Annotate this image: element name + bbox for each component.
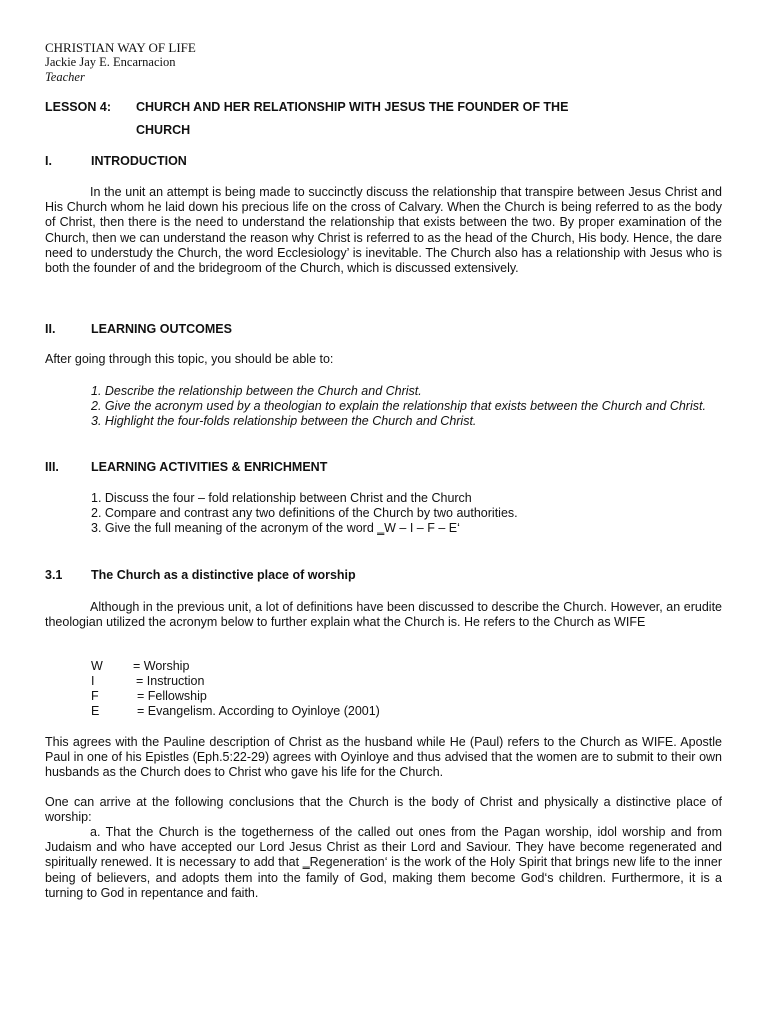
- course-title: CHRISTIAN WAY OF LIFE: [45, 40, 196, 55]
- acronym-letter: W: [91, 659, 103, 673]
- section-numeral-intro: I.: [45, 154, 52, 168]
- acronym-meaning: = Evangelism. According to Oyinloye (2001): [137, 704, 380, 718]
- s31-paragraph-2: This agrees with the Pauline description of Christ as the husband while He (Paul) refers to the Church as WIFE. Apostle Paul in one of his Epistles (Eph.5:22-29) agrees with Oyinloye and thus advised that the women are to submit to their own husbands as the Church does to Christ who gave his life for the Church.: [45, 735, 722, 780]
- acronym-letter: F: [91, 689, 99, 703]
- s31-paragraph-4-text: a. That the Church is the togetherness of the called out ones from the Pagan worship, idol worship and from Judaism and who have accepted our Lord Jesus Christ as their Lord and Saviour. They have become regenerated and spiritually renewed. It is necessary to add that ‗Regeneration‘ is the work of the Holy Spirit that brings new life to the inner being of believers, and adopts them into the family of God, making them become God‘s children. Furthermore, it is a turning to God in repentance and faith.: [45, 825, 722, 900]
- section-numeral-activities: III.: [45, 460, 59, 474]
- subsection-heading: The Church as a distinctive place of worship: [91, 568, 356, 582]
- acronym-meaning: = Fellowship: [137, 689, 207, 703]
- s31-paragraph-4: [45, 825, 722, 901]
- document-header: [45, 40, 196, 85]
- outcomes-list: [91, 384, 722, 430]
- acronym-meaning: = Instruction: [136, 674, 205, 688]
- lesson-number: LESSON 4:: [45, 100, 111, 114]
- list-item: 3. Give the full meaning of the acronym of the word ‗W – I – F – E‘: [91, 521, 460, 536]
- list-item: 1. Describe the relationship between the Church and Christ.: [91, 384, 422, 398]
- acronym-row: [91, 674, 205, 689]
- acronym-list: [91, 659, 511, 721]
- outcomes-lead: After going through this topic, you should be able to:: [45, 352, 334, 366]
- list-item: 2. Give the acronym used by a theologian to explain the relationship that exists between the Church and Christ.: [91, 399, 706, 414]
- activities-list: [91, 491, 518, 537]
- list-item: 3. Highlight the four-folds relationship between the Church and Christ.: [91, 414, 477, 429]
- list-item: 2. Compare and contrast any two definitions of the Church by two authorities.: [91, 506, 518, 521]
- section-heading-intro: INTRODUCTION: [91, 154, 187, 168]
- section-heading-activities: LEARNING ACTIVITIES & ENRICHMENT: [91, 460, 328, 474]
- acronym-letter: E: [91, 704, 100, 718]
- acronym-meaning: = Worship: [133, 659, 190, 673]
- list-item: 1. Discuss the four – fold relationship between Christ and the Church: [91, 491, 472, 505]
- s31-paragraph-3: One can arrive at the following conclusions that the Church is the body of Christ and physically a distinctive place of worship:: [45, 795, 722, 825]
- subsection-number: 3.1: [45, 568, 63, 582]
- acronym-row: [91, 689, 207, 704]
- author-role: Teacher: [45, 70, 85, 84]
- s31-paragraph-1-text: Although in the previous unit, a lot of definitions have been discussed to describe the Church. However, an erudite theologian utilized the acronym below to further explain what the Church is. He refers to the Church as WIFE: [45, 600, 722, 630]
- acronym-row: [91, 704, 380, 719]
- intro-paragraph: [45, 185, 722, 276]
- acronym-row: [91, 659, 190, 674]
- acronym-letter: I: [91, 674, 95, 688]
- section-numeral-outcomes: II.: [45, 322, 56, 336]
- author-name: Jackie Jay E. Encarnacion: [45, 55, 176, 69]
- intro-paragraph-text: In the unit an attempt is being made to succinctly discuss the relationship that transpire between Jesus Christ and His Church whom he laid down his precious life on the cross of Calvary. When the Church is being referred to as the body of Christ, then there is the need to understand the relationship that exists between the two. By proper examination of the Church, then we can understand the reason why Christ is referred to as the head of the Church, His body. Hence, the dare need to understudy the Church, the word Ecclesiology’ is inevitable. The Church also has a relationship with Jesus who is both the founder of and the bridegroom of the Church, which is discussed extensively.: [45, 185, 722, 276]
- section-heading-outcomes: LEARNING OUTCOMES: [91, 322, 232, 336]
- s31-paragraph-1: [45, 600, 722, 630]
- lesson-title-line1: CHURCH AND HER RELATIONSHIP WITH JESUS THE FOUNDER OF THE: [136, 100, 569, 114]
- lesson-title-line2: CHURCH: [136, 123, 191, 137]
